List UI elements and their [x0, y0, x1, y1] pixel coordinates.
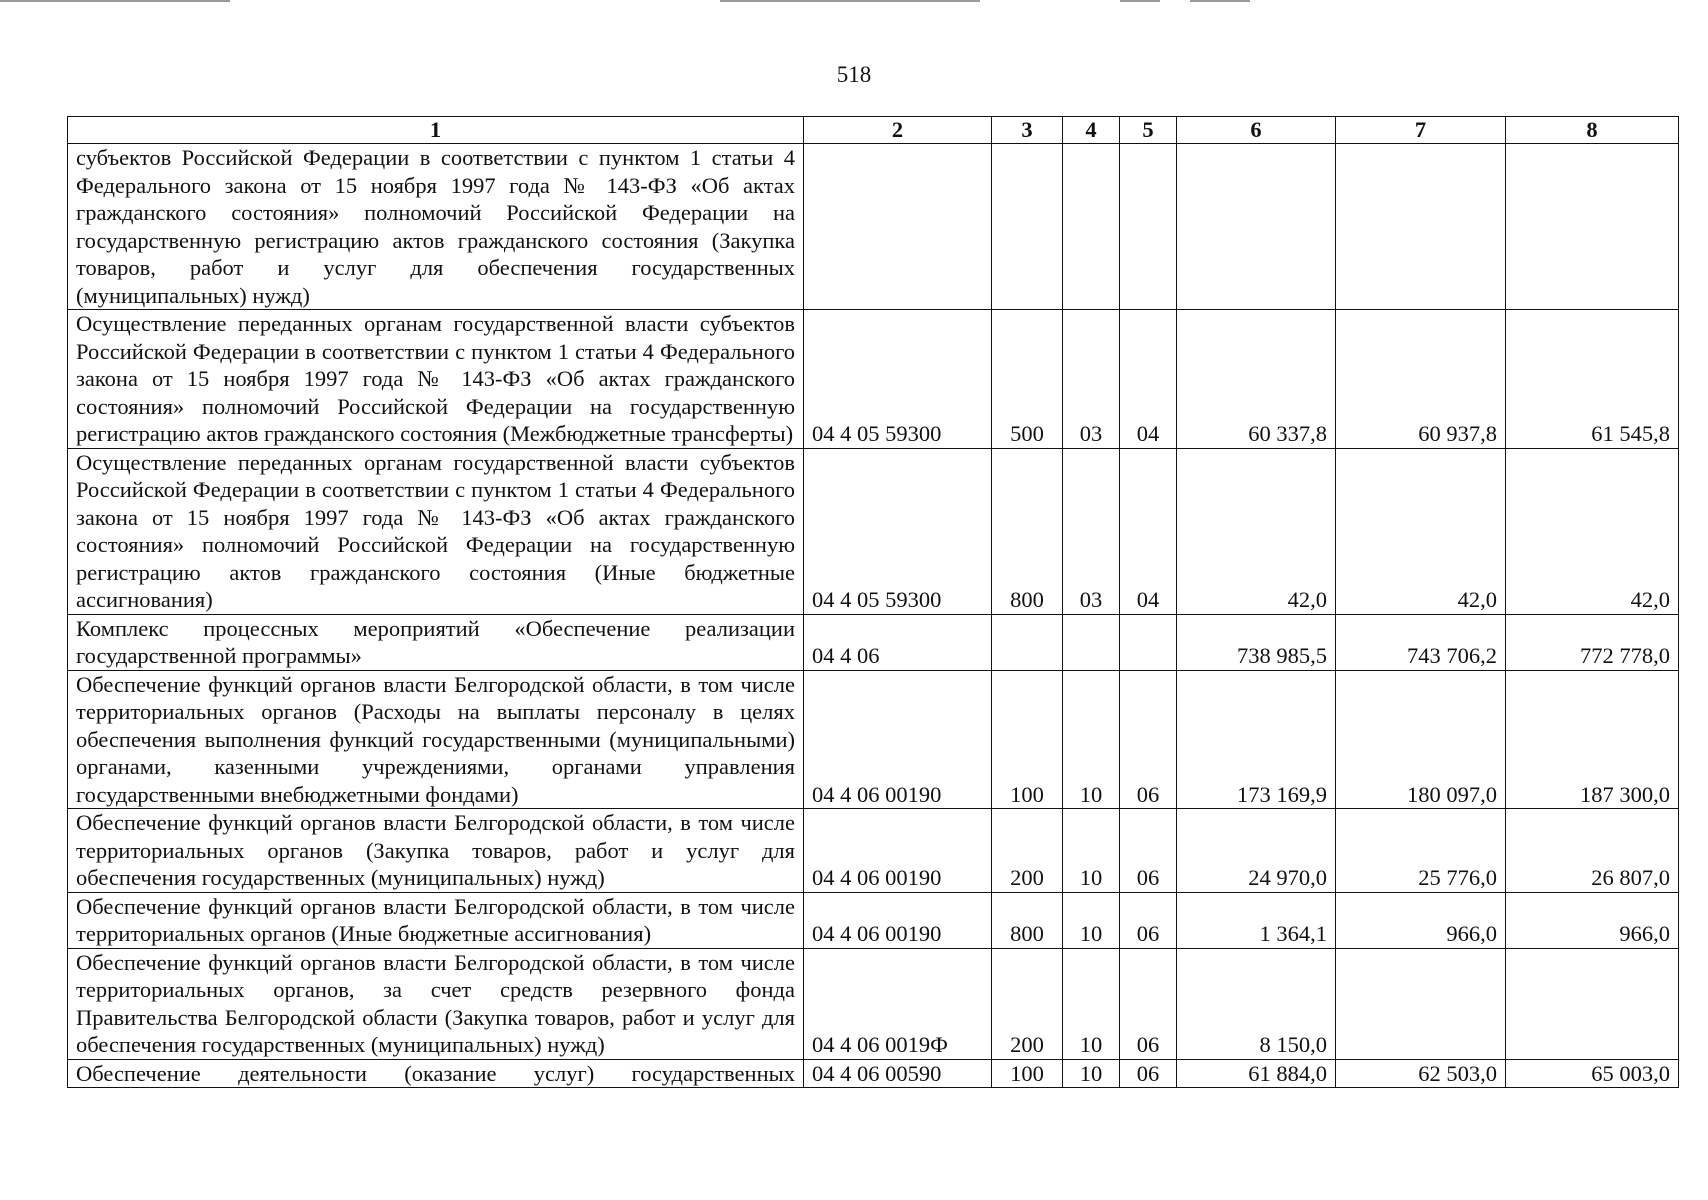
amount-col6: 1 364,1: [1177, 892, 1336, 948]
expense-type-code: 100: [992, 1059, 1063, 1087]
target-article-code: 04 4 06: [804, 614, 992, 670]
section-code: 10: [1063, 809, 1120, 893]
scan-edge-line: [720, 0, 980, 2]
expense-type-code: [992, 144, 1063, 310]
expense-type-code: 200: [992, 809, 1063, 893]
column-header: 2: [804, 117, 992, 144]
expense-type-code: 800: [992, 892, 1063, 948]
amount-col8: 65 003,0: [1506, 1059, 1679, 1087]
target-article-code: [804, 144, 992, 310]
amount-col6: 61 884,0: [1177, 1059, 1336, 1087]
amount-col6: 60 337,8: [1177, 310, 1336, 449]
target-article-code: 04 4 05 59300: [804, 310, 992, 449]
amount-col7: 966,0: [1336, 892, 1506, 948]
amount-col6: 738 985,5: [1177, 614, 1336, 670]
amount-col7: [1336, 948, 1506, 1059]
amount-col7: [1336, 144, 1506, 310]
table-row: [68, 948, 1679, 1059]
column-header: 4: [1063, 117, 1120, 144]
amount-col8: 26 807,0: [1506, 809, 1679, 893]
row-name: Обеспечение деятельности (оказание услуг) государственных: [68, 1059, 804, 1087]
subsection-code: 06: [1120, 1059, 1177, 1087]
section-code: 10: [1063, 1059, 1120, 1087]
table-row: [68, 670, 1679, 809]
row-name: Комплекс процессных мероприятий «Обеспечение реализации государственной программы»: [68, 614, 804, 670]
subsection-code: [1120, 144, 1177, 310]
amount-col6: 24 970,0: [1177, 809, 1336, 893]
amount-col8: 187 300,0: [1506, 670, 1679, 809]
scan-edge-line: [1120, 0, 1160, 2]
section-code: 10: [1063, 948, 1120, 1059]
row-name: Обеспечение функций органов власти Белгородской области, в том числе территориальных органов (Иные бюджетные ассигнования): [68, 892, 804, 948]
subsection-code: 06: [1120, 670, 1177, 809]
subsection-code: 06: [1120, 892, 1177, 948]
amount-col7: 25 776,0: [1336, 809, 1506, 893]
subsection-code: 04: [1120, 448, 1177, 614]
amount-col8: 61 545,8: [1506, 310, 1679, 449]
row-name: Обеспечение функций органов власти Белгородской области, в том числе территориальных органов, за счет средств резервного фонда Правительства Белгородской области (Закупка товаров, работ и услуг для обеспечения государственных (муниципальных) нужд): [68, 948, 804, 1059]
amount-col8: [1506, 144, 1679, 310]
section-code: 03: [1063, 310, 1120, 449]
expense-type-code: 500: [992, 310, 1063, 449]
section-code: 03: [1063, 448, 1120, 614]
column-header: 1: [68, 117, 804, 144]
expense-type-code: [992, 614, 1063, 670]
column-header: 5: [1120, 117, 1177, 144]
subsection-code: 06: [1120, 948, 1177, 1059]
subsection-code: 06: [1120, 809, 1177, 893]
amount-col7: 743 706,2: [1336, 614, 1506, 670]
table-row: [68, 614, 1679, 670]
section-code: [1063, 144, 1120, 310]
column-header: 6: [1177, 117, 1336, 144]
target-article-code: 04 4 06 00590: [804, 1059, 992, 1087]
column-header: 3: [992, 117, 1063, 144]
amount-col6: [1177, 144, 1336, 310]
table-row: [68, 1059, 1679, 1087]
row-name: Осуществление переданных органам государственной власти субъектов Российской Федерации в соответствии с пунктом 1 статьи 4 Федерального закона от 15 ноября 1997 года № 143-ФЗ «Об актах гражданского состояния» полномочий Российской Федерации на государственную регистрацию актов гражданского состояния (Межбюджетные трансферты): [68, 310, 804, 449]
scan-edge-line: [1190, 0, 1250, 2]
row-name: Осуществление переданных органам государственной власти субъектов Российской Федерации в соответствии с пунктом 1 статьи 4 Федерального закона от 15 ноября 1997 года № 143-ФЗ «Об актах гражданского состояния» полномочий Российской Федерации на государственную регистрацию актов гражданского состояния (Иные бюджетные ассигнования): [68, 448, 804, 614]
table-row: [68, 144, 1679, 310]
table-row: [68, 809, 1679, 893]
expense-type-code: 200: [992, 948, 1063, 1059]
amount-col6: 8 150,0: [1177, 948, 1336, 1059]
amount-col8: 772 778,0: [1506, 614, 1679, 670]
expense-type-code: 100: [992, 670, 1063, 809]
column-header: 7: [1336, 117, 1506, 144]
section-code: 10: [1063, 670, 1120, 809]
section-code: 10: [1063, 892, 1120, 948]
row-name: Обеспечение функций органов власти Белгородской области, в том числе территориальных органов (Расходы на выплаты персоналу в целях обеспечения выполнения функций государственными (муниципальными) органами, казенными учреждениями, органами управления государственными внебюджетными фондами): [68, 670, 804, 809]
table-header-row: [68, 117, 1679, 144]
target-article-code: 04 4 06 00190: [804, 670, 992, 809]
expense-type-code: 800: [992, 448, 1063, 614]
row-name: субъектов Российской Федерации в соответствии с пунктом 1 статьи 4 Федерального закона от 15 ноября 1997 года № 143-ФЗ «Об актах гражданского состояния» полномочий Российской Федерации на государственную регистрацию актов гражданского состояния (Закупка товаров, работ и услуг для обеспечения государственных (муниципальных) нужд): [68, 144, 804, 310]
amount-col7: 62 503,0: [1336, 1059, 1506, 1087]
target-article-code: 04 4 06 0019Ф: [804, 948, 992, 1059]
amount-col8: 966,0: [1506, 892, 1679, 948]
scan-edge-line: [0, 0, 230, 2]
target-article-code: 04 4 06 00190: [804, 809, 992, 893]
amount-col6: 42,0: [1177, 448, 1336, 614]
target-article-code: 04 4 05 59300: [804, 448, 992, 614]
subsection-code: 04: [1120, 310, 1177, 449]
amount-col7: 180 097,0: [1336, 670, 1506, 809]
amount-col8: 42,0: [1506, 448, 1679, 614]
table-row: [68, 892, 1679, 948]
amount-col6: 173 169,9: [1177, 670, 1336, 809]
row-name: Обеспечение функций органов власти Белгородской области, в том числе территориальных органов (Закупка товаров, работ и услуг для обеспечения государственных (муниципальных) нужд): [68, 809, 804, 893]
section-code: [1063, 614, 1120, 670]
target-article-code: 04 4 06 00190: [804, 892, 992, 948]
table-row: [68, 310, 1679, 449]
subsection-code: [1120, 614, 1177, 670]
amount-col7: 60 937,8: [1336, 310, 1506, 449]
amount-col7: 42,0: [1336, 448, 1506, 614]
column-header: 8: [1506, 117, 1679, 144]
page-number: 518: [836, 62, 872, 87]
amount-col8: [1506, 948, 1679, 1059]
table-row: [68, 448, 1679, 614]
budget-table: [67, 116, 1679, 1088]
